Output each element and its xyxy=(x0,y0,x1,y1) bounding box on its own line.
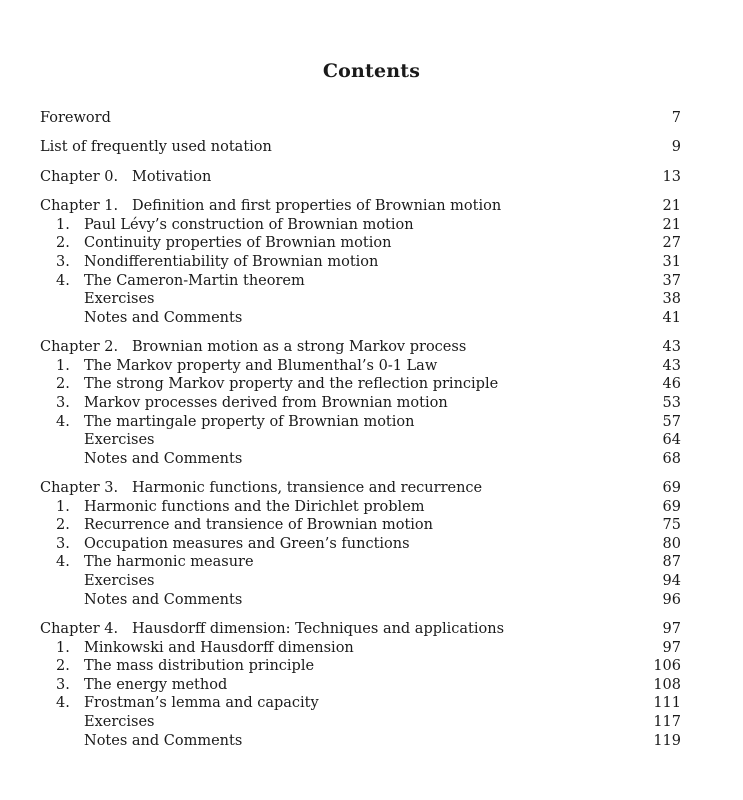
section-number: 3. xyxy=(56,394,70,411)
section-number: 4. xyxy=(56,413,70,430)
entry-label xyxy=(56,591,242,610)
entry-title: Minkowski and Hausdorff dimension xyxy=(84,639,354,656)
entry-spacer xyxy=(40,609,681,620)
section-number: 1. xyxy=(56,357,70,374)
entry-title: Exercises xyxy=(84,432,155,449)
entry-spacer xyxy=(40,186,681,197)
toc-section-entry xyxy=(40,272,681,291)
entry-title: The Cameron-Martin theorem xyxy=(84,272,305,289)
entry-page-number: 38 xyxy=(662,291,681,308)
toc-chapter-entry xyxy=(40,109,681,128)
entry-title: Chapter 1. Definition and first properties of Brownian motion xyxy=(40,198,502,215)
entry-label xyxy=(56,290,155,309)
entry-title: Continuity properties of Brownian motion xyxy=(84,235,392,252)
toc-section-entry xyxy=(40,309,681,328)
section-number: 2. xyxy=(56,517,70,534)
entry-label xyxy=(56,394,448,413)
section-number: 2. xyxy=(56,376,70,393)
entry-label xyxy=(56,413,414,432)
section-number: 4. xyxy=(56,554,70,571)
entry-label xyxy=(56,375,498,394)
toc-section-entry xyxy=(40,431,681,450)
entry-title: Paul Lévy’s construction of Brownian motion xyxy=(84,216,414,233)
section-number: 2. xyxy=(56,235,70,252)
entry-label xyxy=(40,479,482,498)
entry-page-number: 119 xyxy=(653,732,681,749)
entry-label xyxy=(56,516,433,535)
entry-label xyxy=(40,168,211,187)
entry-label xyxy=(40,138,272,157)
entry-page-number: 96 xyxy=(662,591,681,608)
toc-section-entry xyxy=(40,450,681,469)
entry-label xyxy=(40,197,501,216)
entry-label xyxy=(56,272,305,291)
toc-section-entry xyxy=(40,253,681,272)
toc-section-entry xyxy=(40,572,681,591)
entry-label xyxy=(56,639,354,658)
entry-label xyxy=(56,450,242,469)
toc-section-entry xyxy=(40,639,681,658)
entry-page-number: 87 xyxy=(662,554,681,571)
entry-page-number: 75 xyxy=(662,517,681,534)
toc-section-entry xyxy=(40,375,681,394)
toc-section-entry xyxy=(40,732,681,751)
entry-page-number: 21 xyxy=(662,216,681,233)
entry-title: The mass distribution principle xyxy=(84,658,315,675)
entry-page-number: 68 xyxy=(662,450,681,467)
toc-chapter-entry xyxy=(40,168,681,187)
entry-label xyxy=(56,234,391,253)
entry-label xyxy=(40,109,111,128)
entry-title: Exercises xyxy=(84,291,155,308)
entry-title: Exercises xyxy=(84,714,155,730)
section-number: 3. xyxy=(56,535,70,552)
section-number: 3. xyxy=(56,676,70,693)
entry-spacer xyxy=(40,128,681,139)
section-number: 1. xyxy=(56,498,70,515)
entry-page-number: 64 xyxy=(662,432,681,449)
entry-title: Chapter 2. Brownian motion as a strong Markov process xyxy=(40,339,467,356)
toc-chapter-entry xyxy=(40,138,681,157)
entry-page-number: 13 xyxy=(662,168,681,185)
toc-section-entry xyxy=(40,234,681,253)
entry-label xyxy=(56,309,242,328)
entry-spacer xyxy=(40,468,681,479)
entry-title: Frostman’s lemma and capacity xyxy=(84,695,319,712)
entry-title: Recurrence and transience of Brownian motion xyxy=(84,517,433,534)
entry-page-number: 21 xyxy=(662,198,681,215)
entry-label xyxy=(56,713,155,732)
entry-page-number: 27 xyxy=(662,235,681,252)
toc-section-entry xyxy=(40,498,681,517)
entry-label xyxy=(56,732,242,751)
entry-page-number: 57 xyxy=(662,413,681,430)
section-number: 4. xyxy=(56,272,70,289)
entry-title: Notes and Comments xyxy=(84,591,243,608)
toc-chapter-entry xyxy=(40,620,681,639)
entry-title: Markov processes derived from Brownian motion xyxy=(84,394,448,411)
toc-section-entry xyxy=(40,216,681,235)
entry-title: Nondifferentiability of Brownian motion xyxy=(84,253,379,270)
entry-title: The Markov property and Blumenthal’s 0-1 Law xyxy=(84,357,438,374)
entry-spacer xyxy=(40,157,681,168)
entry-page-number: 9 xyxy=(671,139,681,156)
entry-page-number: 106 xyxy=(653,658,681,675)
page-title: Contents xyxy=(322,60,421,82)
toc-section-entry xyxy=(40,657,681,676)
table-of-contents xyxy=(40,109,681,750)
section-number: 1. xyxy=(56,639,70,656)
entry-label xyxy=(56,357,437,376)
entry-page-number: 31 xyxy=(662,253,681,270)
entry-label xyxy=(56,694,319,713)
entry-label xyxy=(40,620,504,639)
entry-page-number: 69 xyxy=(662,480,681,497)
entry-title: Foreword xyxy=(40,110,111,126)
toc-section-entry xyxy=(40,535,681,554)
toc-chapter-entry xyxy=(40,338,681,357)
toc-section-entry xyxy=(40,394,681,413)
entry-page-number: 53 xyxy=(662,394,681,411)
entry-page-number: 94 xyxy=(662,573,681,590)
entry-label xyxy=(56,535,410,554)
entry-label xyxy=(56,657,314,676)
toc-section-entry xyxy=(40,713,681,732)
entry-title: Harmonic functions and the Dirichlet problem xyxy=(84,498,425,515)
toc-chapter-entry xyxy=(40,197,681,216)
toc-section-entry xyxy=(40,553,681,572)
toc-section-entry xyxy=(40,694,681,713)
entry-label xyxy=(56,676,227,695)
entry-title: Chapter 3. Harmonic functions, transience and recurrence xyxy=(40,480,483,497)
entry-label xyxy=(56,498,425,517)
entry-label xyxy=(56,572,155,591)
entry-label xyxy=(56,253,378,272)
entry-page-number: 41 xyxy=(662,309,681,326)
section-number: 4. xyxy=(56,695,70,712)
entry-page-number: 117 xyxy=(653,714,681,730)
entry-title: Exercises xyxy=(84,573,155,590)
toc-section-entry xyxy=(40,413,681,432)
entry-label xyxy=(56,553,254,572)
toc-section-entry xyxy=(40,290,681,309)
toc-section-entry xyxy=(40,357,681,376)
toc-section-entry xyxy=(40,591,681,610)
entry-spacer xyxy=(40,327,681,338)
entry-page-number: 97 xyxy=(662,639,681,656)
toc-section-entry xyxy=(40,676,681,695)
entry-title: The strong Markov property and the reflection principle xyxy=(84,376,499,393)
entry-label xyxy=(56,431,155,450)
entry-page-number: 97 xyxy=(662,621,681,638)
toc-chapter-entry xyxy=(40,479,681,498)
entry-title: The energy method xyxy=(84,676,228,693)
entry-page-number: 111 xyxy=(653,695,681,712)
entry-title: Occupation measures and Green’s functions xyxy=(84,535,410,552)
toc-section-entry xyxy=(40,516,681,535)
entry-title: Chapter 4. Hausdorff dimension: Techniques and applications xyxy=(40,621,505,638)
entry-page-number: 43 xyxy=(662,339,681,356)
entry-title: List of frequently used notation xyxy=(40,139,272,156)
entry-page-number: 108 xyxy=(653,676,681,693)
entry-page-number: 37 xyxy=(662,272,681,289)
entry-title: Notes and Comments xyxy=(84,732,243,749)
section-number: 3. xyxy=(56,253,70,270)
entry-label xyxy=(40,338,466,357)
entry-page-number: 69 xyxy=(662,498,681,515)
entry-title: The martingale property of Brownian motion xyxy=(84,413,415,430)
entry-title: The harmonic measure xyxy=(84,554,254,571)
section-number: 1. xyxy=(56,216,70,233)
entry-page-number: 46 xyxy=(662,376,681,393)
entry-page-number: 43 xyxy=(662,357,681,374)
entry-page-number: 80 xyxy=(662,535,681,552)
entry-title: Chapter 0. Motivation xyxy=(40,168,212,185)
entry-title: Notes and Comments xyxy=(84,450,243,467)
entry-title: Notes and Comments xyxy=(84,309,243,326)
entry-label xyxy=(56,216,414,235)
section-number: 2. xyxy=(56,658,70,675)
entry-page-number: 7 xyxy=(671,110,681,126)
